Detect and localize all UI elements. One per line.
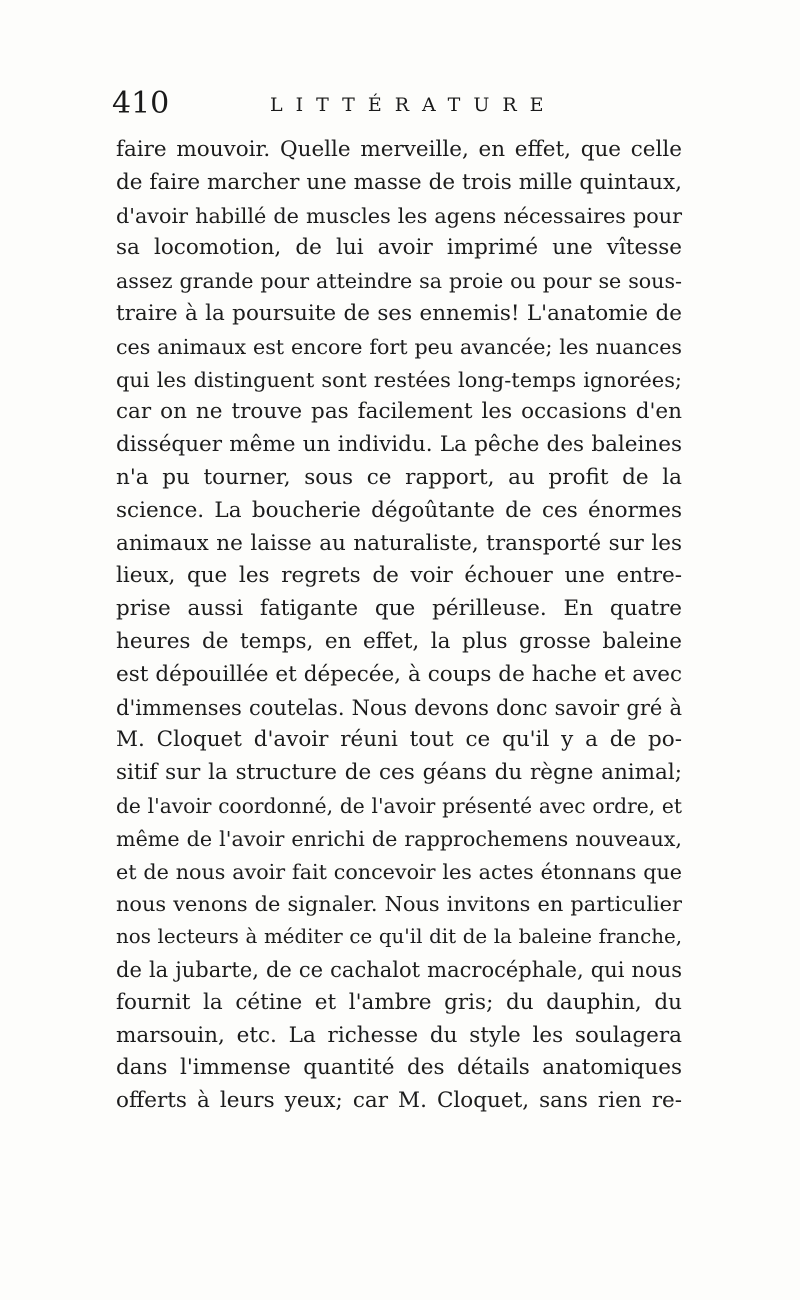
text-line: assez grande pour atteindre sa proie ou pour se sous- [116, 269, 682, 294]
running-head: LITTÉRATURE [270, 94, 557, 116]
text-line: de faire marcher une masse de trois mille quintaux, [116, 169, 682, 195]
text-line: sa locomotion, de lui avoir imprimé une vîtesse [116, 235, 682, 261]
text-line: même de l'avoir enrichi de rapprochemens nouveaux, [116, 826, 682, 851]
text-line: fournit la cétine et l'ambre gris; du dauphin, du [116, 989, 682, 1015]
page-number: 410 [112, 86, 170, 121]
text-line: marsouin, etc. La richesse du style les soulagera [116, 1022, 682, 1048]
text-line: heures de temps, en effet, la plus grosse baleine [116, 628, 682, 654]
body-text [116, 134, 682, 1118]
text-line: nos lecteurs à méditer ce qu'il dit de la baleine franche, [116, 925, 682, 949]
text-line: traire à la poursuite de ses ennemis! L'anatomie de [116, 300, 682, 326]
text-line: M. Cloquet d'avoir réuni tout ce qu'il y a de po- [116, 727, 682, 753]
text-line: car on ne trouve pas facilement les occasions d'en [116, 399, 682, 425]
text-line: de l'avoir coordonné, de l'avoir présenté avec ordre, et [116, 793, 682, 818]
text-line: faire mouvoir. Quelle merveille, en effet, que celle [116, 137, 682, 162]
text-line: est dépouillée et dépecée, à coups de hache et avec [116, 661, 682, 687]
text-line: lieux, que les regrets de voir échouer une entre- [116, 563, 682, 589]
text-line: animaux ne laisse au naturaliste, transporté sur les [116, 530, 682, 556]
text-line: nous venons de signaler. Nous invitons en particulier [116, 892, 682, 917]
page-header [112, 86, 682, 126]
text-line: science. La boucherie dégoûtante de ces énormes [116, 497, 682, 523]
text-line: disséquer même un individu. La pêche des baleines [116, 432, 682, 458]
text-line: et de nous avoir fait concevoir les actes étonnans que [116, 859, 682, 884]
text-line: n'a pu tourner, sous ce rapport, au profit de la [116, 464, 682, 490]
text-line: prise aussi fatigante que périlleuse. En quatre [116, 596, 682, 622]
text-line: dans l'immense quantité des détails anatomiques [116, 1055, 682, 1081]
text-line: ces animaux est encore fort peu avancée; les nuances [116, 334, 682, 359]
text-line: d'avoir habillé de muscles les agens nécessaires pour [116, 203, 682, 228]
text-line: d'immenses coutelas. Nous devons donc savoir gré à [116, 694, 682, 720]
text-line: offerts à leurs yeux; car M. Cloquet, sans rien re- [116, 1088, 682, 1114]
text-line: qui les distinguent sont restées long-temps ignorées; [116, 367, 682, 392]
text-line: de la jubarte, de ce cachalot macrocéphale, qui nous [116, 956, 682, 982]
text-line: sitif sur la structure de ces géans du règne animal; [116, 760, 682, 786]
